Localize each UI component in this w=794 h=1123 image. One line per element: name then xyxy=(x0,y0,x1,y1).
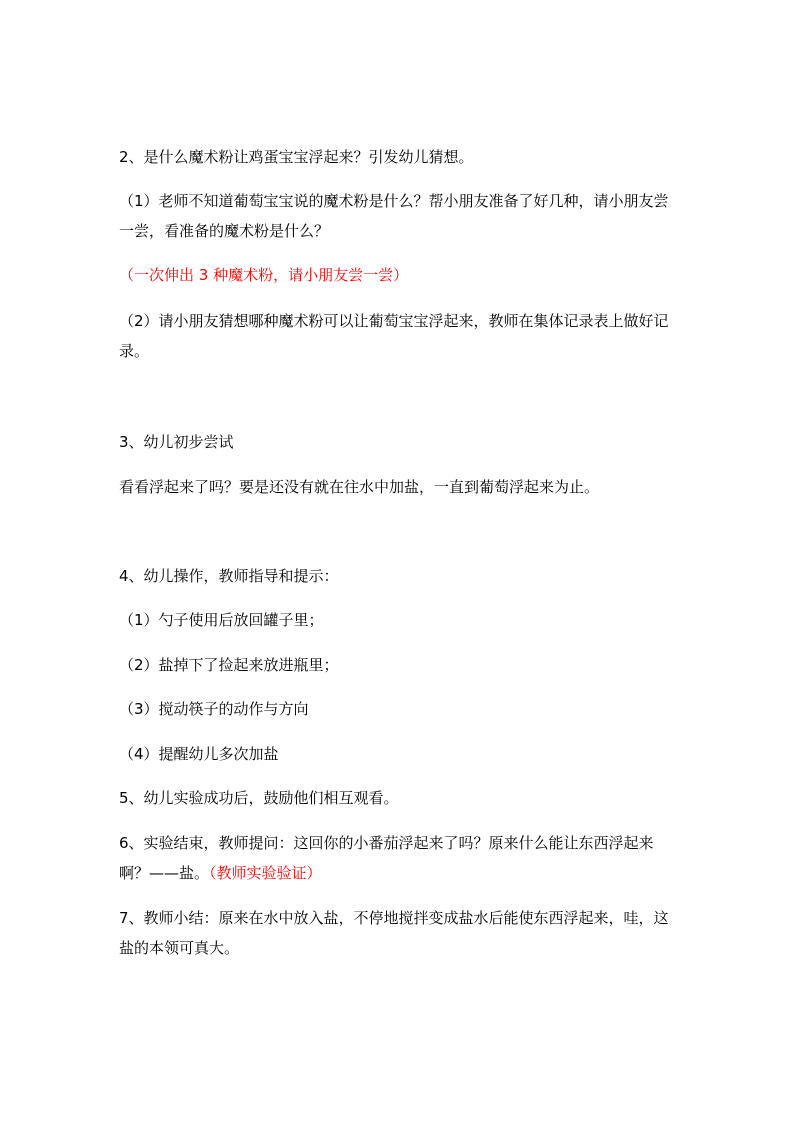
step2-sub2: （2）请小朋友猜想哪种魔术粉可以让葡萄宝宝浮起来，教师在集体记录表上做好记录。 xyxy=(119,312,669,360)
step4-item-2: （2）盐掉下了捡起来放进瓶里； xyxy=(119,656,339,674)
step5-text: 5、幼儿实验成功后，鼓励他们相互观看。 xyxy=(119,789,399,807)
step4-item-1: （1）勺子使用后放回罐子里； xyxy=(119,611,324,629)
step6-text: 6、实验结束，教师提问：这回你的小番茄浮起来了吗？原来什么能让东西浮起来啊？——盐。 xyxy=(119,834,654,882)
step6-paragraph xyxy=(119,828,679,888)
step3-body: 看看浮起来了吗？要是还没有就在往水中加盐，一直到葡萄浮起来为止。 xyxy=(119,478,600,496)
step6-note: （教师实验验证） xyxy=(209,864,322,882)
step2-sub1: （1）老师不知道葡萄宝宝说的魔术粉是什么？帮小朋友准备了好几种，请小朋友尝一尝，看准备的魔术粉是什么？ xyxy=(119,192,669,240)
step4-item-3: （3）搅动筷子的动作与方向 xyxy=(119,700,309,718)
step2-heading: 2、是什么魔术粉让鸡蛋宝宝浮起来？引发幼儿猜想。 xyxy=(119,148,474,166)
step2-note: （一次伸出 3 种魔术粉，请小朋友尝一尝） xyxy=(119,266,409,284)
step4-item-4: （4）提醒幼儿多次加盐 xyxy=(119,745,279,763)
step3-heading: 3、幼儿初步尝试 xyxy=(119,433,234,451)
step4-heading: 4、幼儿操作，教师指导和提示： xyxy=(119,567,339,585)
step7-text: 7、教师小结：原来在水中放入盐，不停地搅拌变成盐水后能使东西浮起来，哇，这盐的本领可真大。 xyxy=(119,909,669,957)
